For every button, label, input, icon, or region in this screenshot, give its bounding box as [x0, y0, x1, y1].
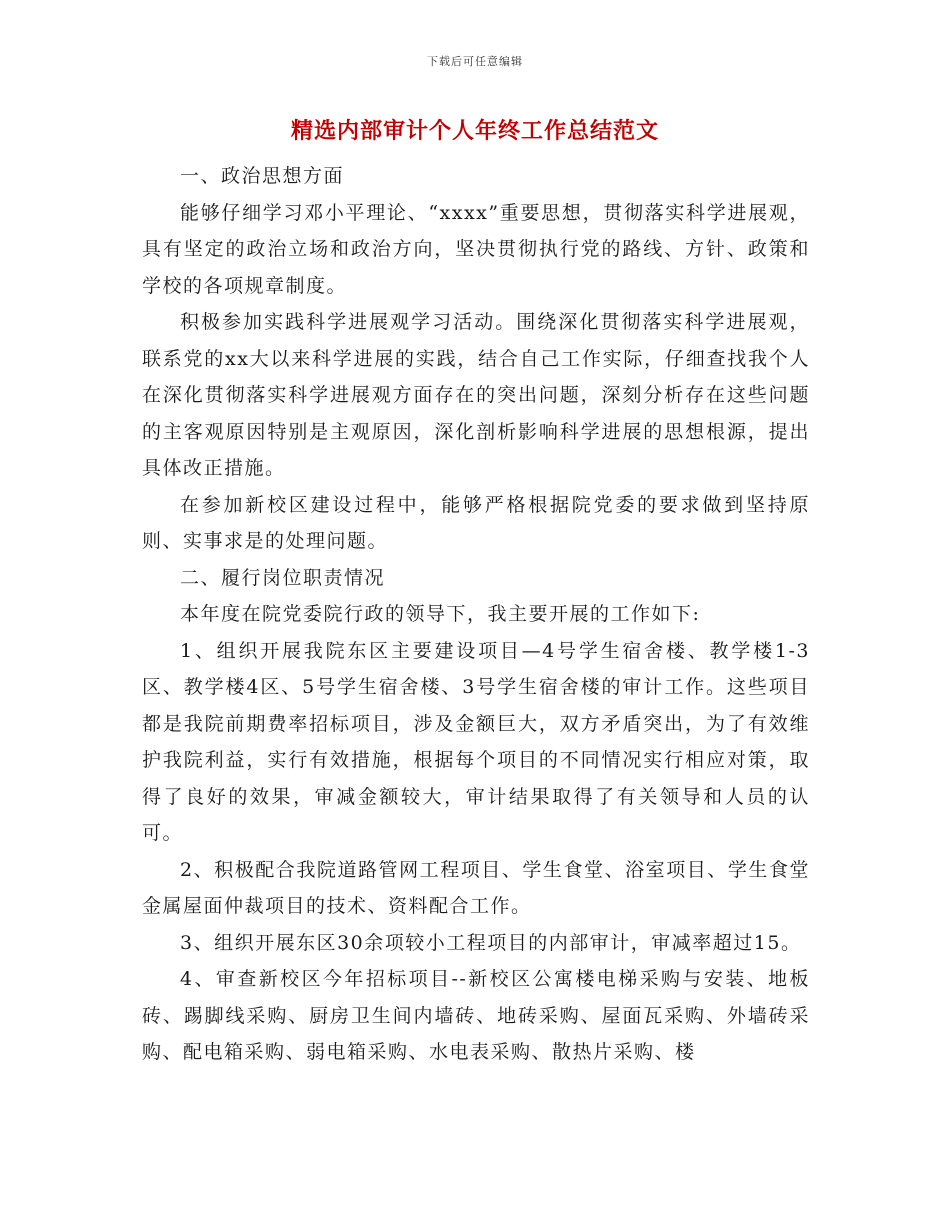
- document-title: 精选内部审计个人年终工作总结范文: [290, 119, 659, 144]
- list-item: 1、组织开展我院东区主要建设项目—4号学生宿舍楼、教学楼1-3区、教学楼4区、5号学生宿舍楼、3号学生宿舍楼的审计工作。这些项目都是我院前期费率招标项目，涉及金额巨大，双方矛盾突出，为了有效维护我院利益，实行有效措施，根据每个项目的不同情况实行相应对策，取得了良好的效果，审减金额较大，审计结果取得了有关领导和人员的认可。: [142, 639, 810, 844]
- section-heading-political: 一、政治思想方面: [180, 165, 345, 187]
- paragraph: 本年度在院党委院行政的领导下，我主要开展的工作如下:: [180, 603, 701, 625]
- list-item: 4、审查新校区今年招标项目--新校区公寓楼电梯采购与安装、地板砖、踢脚线采购、厨房卫生间内墙砖、地砖采购、屋面瓦采购、外墙砖采购、配电箱采购、弱电箱采购、水电表采购、散热片采购、楼: [142, 968, 810, 1063]
- list-item: 2、积极配合我院道路管网工程项目、学生食堂、浴室项目、学生食堂金属屋面仲裁项目的技术、资料配合工作。: [142, 858, 810, 917]
- paragraph: 积极参加实践科学进展观学习活动。围绕深化贯彻落实科学进展观，联系党的xx大以来科学进展的实践，结合自己工作实际，仔细查找我个人在深化贯彻落实科学进展观方面存在的突出问题，深刻分析存在这些问题的主客观原因特别是主观原因，深化剖析影响科学进展的思想根源，提出具体改正措施。: [142, 311, 810, 479]
- list-item: 3、组织开展东区30余项较小工程项目的内部审计，审减率超过15。: [180, 931, 802, 954]
- header-note: 下载后可任意编辑: [427, 55, 523, 68]
- document-body: [142, 158, 810, 1071]
- paragraph: 在参加新校区建设过程中，能够严格根据院党委的要求做到坚持原则、实事求是的处理问题。: [142, 493, 810, 552]
- section-heading-duties: 二、履行岗位职责情况: [180, 566, 386, 589]
- paragraph: 能够仔细学习邓小平理论、“xxxx”重要思想，贯彻落实科学进展观，具有坚定的政治立场和政治方向，坚决贯彻执行党的路线、方针、政策和学校的各项规章制度。: [142, 201, 810, 297]
